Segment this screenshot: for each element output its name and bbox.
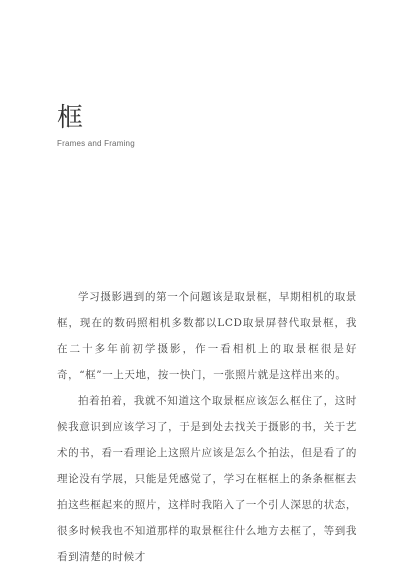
chapter-title: 框 (57, 103, 84, 133)
paragraph: 学习摄影遇到的第一个问题该是取景框，早期相机的取景框，现在的数码照相机多数都以LCD取景屏替代取景框，我在二十多年前初学摄影，作一看相机上的取景框很是好奇，“框”一上天地，按一快门，一张照片就是这样出来的。 (57, 291, 357, 381)
paragraph: 拍着拍着，我就不知道这个取景框应该怎么框住了，这时候我意识到应该学习了，于是到处去找关于摄影的书，关于艺术的书，看一看理论上这照片应该是怎么个拍法，但是看了的理论没有学展，只能是凭感觉了，学习在框框上的条条框框去拍这些框起来的照片，这样时我陷入了一个引人深思的状态，很多时候我也不知道那样的取景框往什么地方去框了，等到我看到清楚的时候才 (57, 395, 357, 563)
chapter-subtitle: Frames and Framing (57, 139, 135, 148)
chapter-header (57, 103, 135, 149)
body-text (57, 284, 357, 570)
